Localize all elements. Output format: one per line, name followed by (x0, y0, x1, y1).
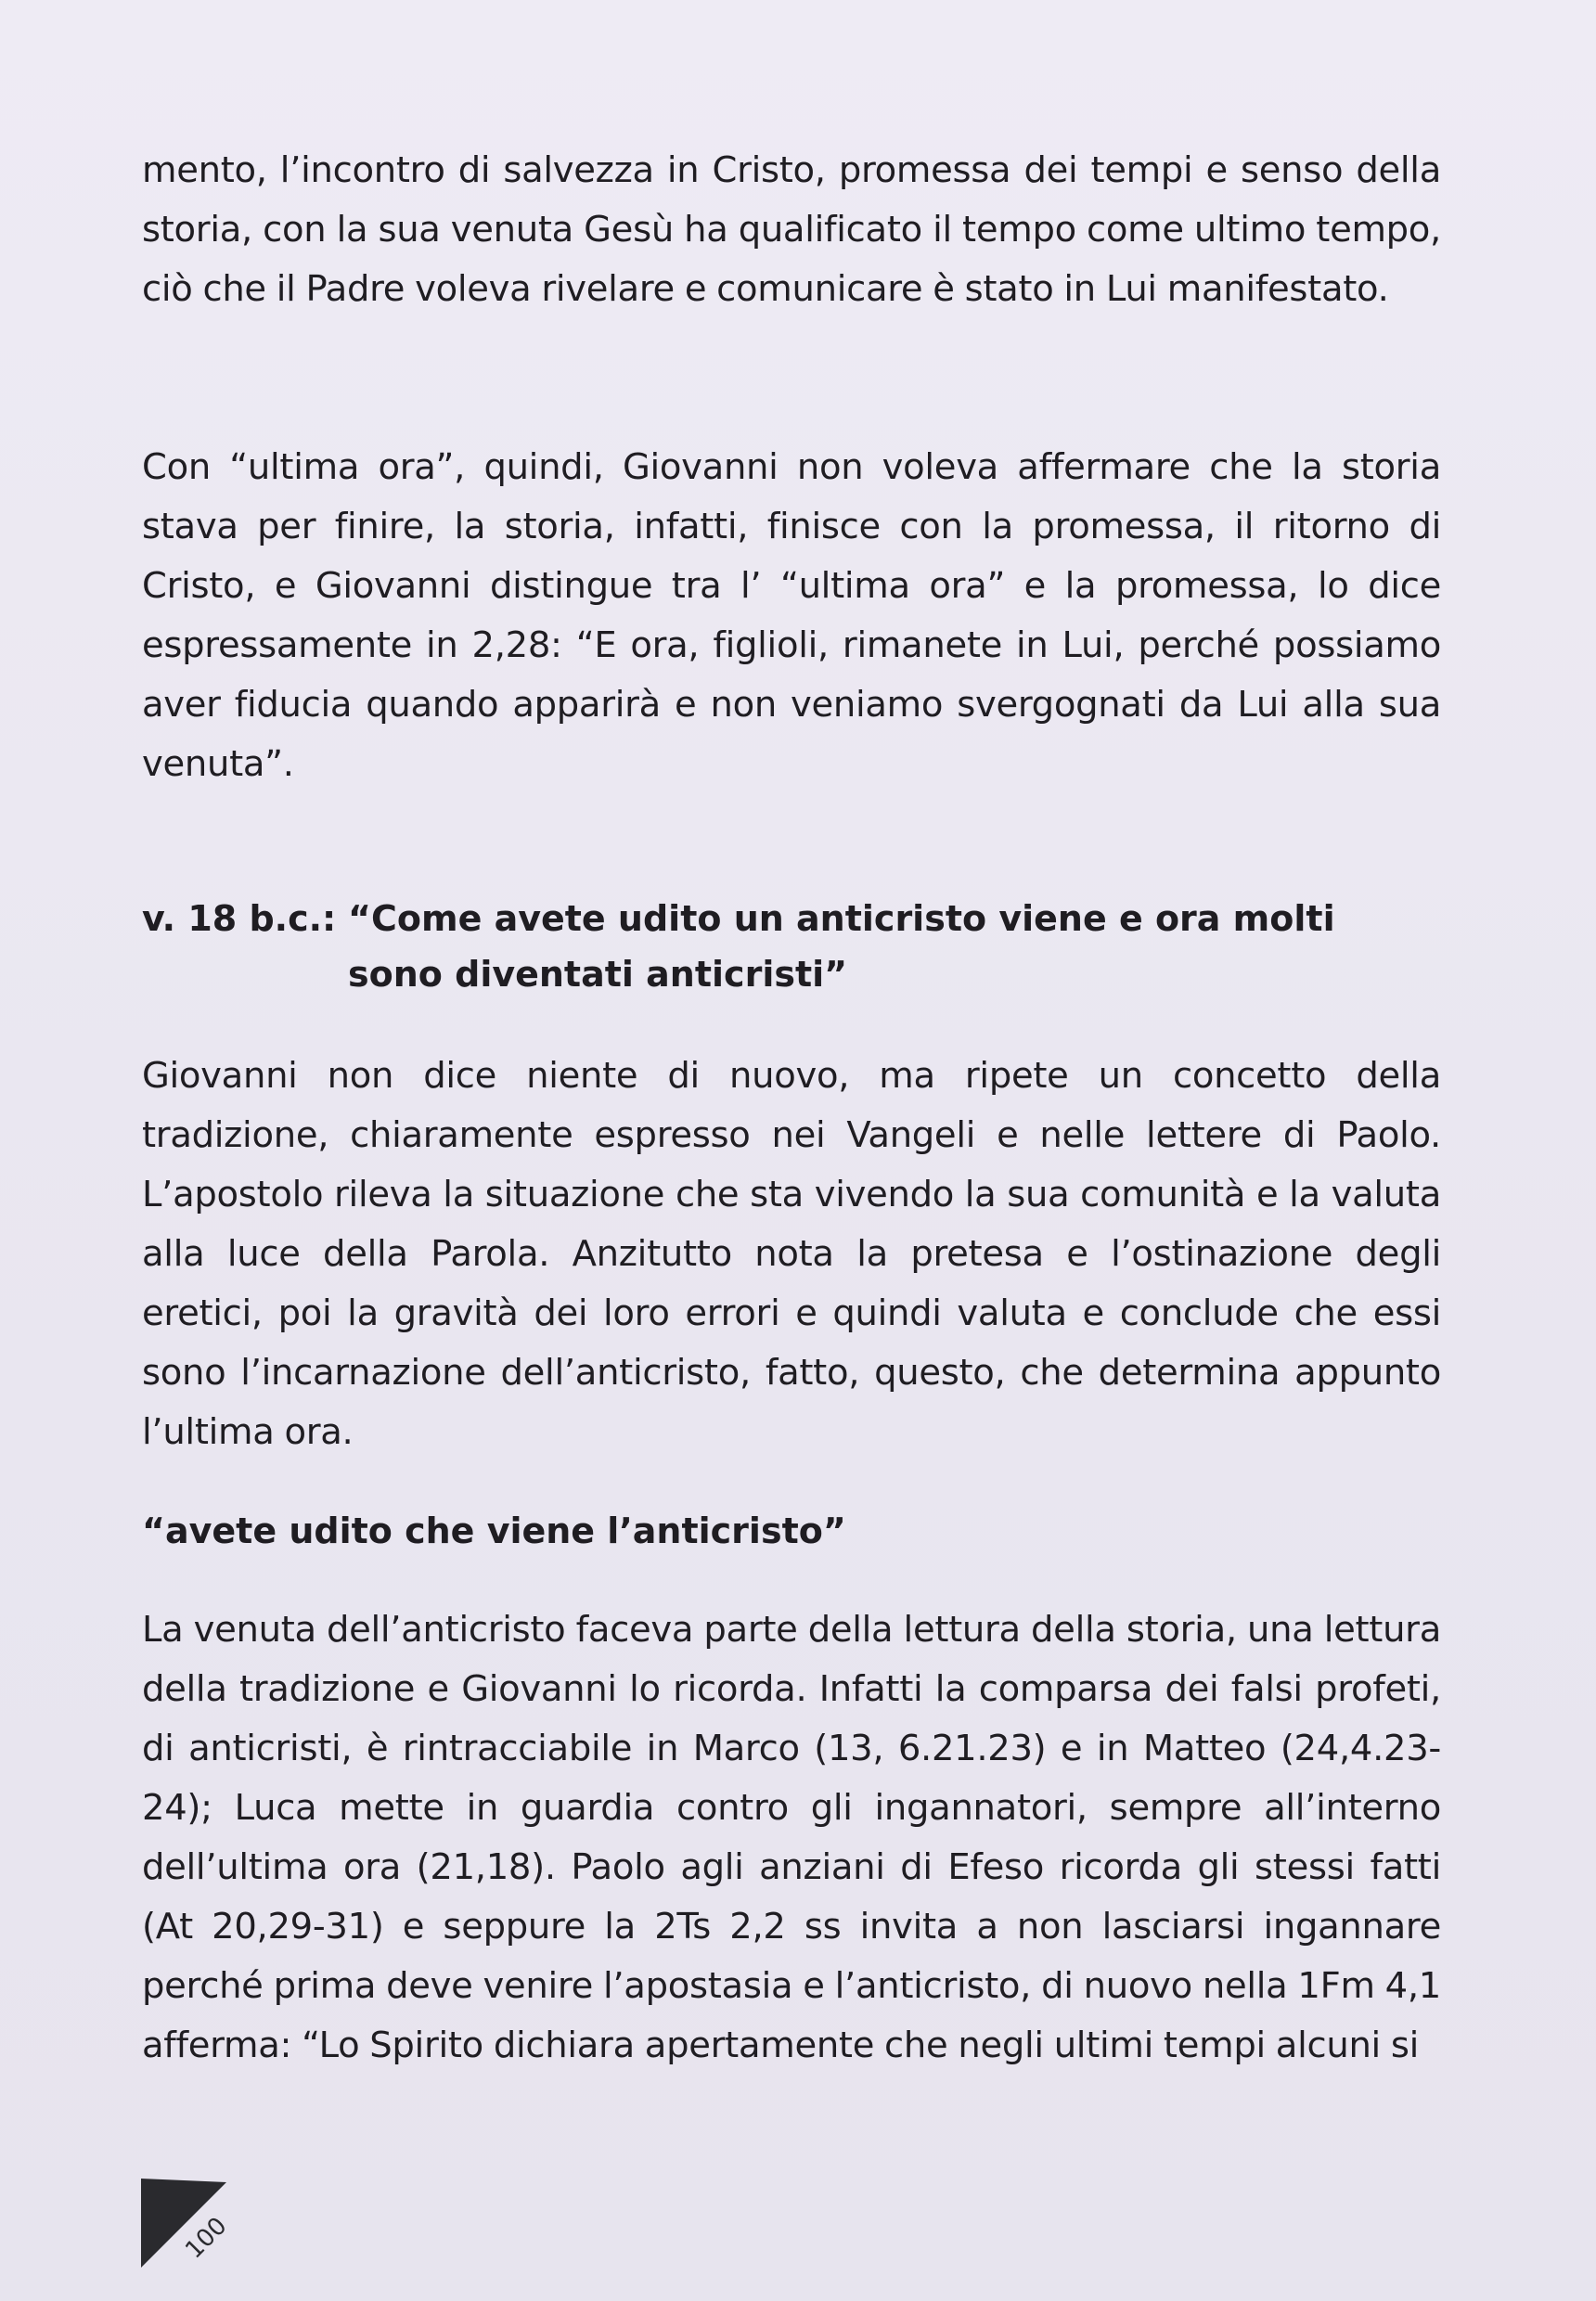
paragraph-4: La venuta dell’anticristo faceva parte della lettura della storia, una lettura della tradizione e Giovanni lo ricorda. Infatti la comparsa dei falsi profeti, di anticristi, è rintracciabile in Marco (13, 6.21.23) e in Matteo (24,4.23-24); Luca mette in guardia contro gli ingannatori, sempre all’interno dell’ultima ora (21,18). Paolo agli anziani di Efeso ricorda gli stessi fatti (At 20,29-31) e seppure la 2Ts 2,2 ss invita a non lasciarsi ingannare perché prima deve venire l’apostasia e l’anticristo, di nuovo nella 1Fm 4,1 afferma: “Lo Spirito dichiara apertamente che negli ultimi tempi alcuni si (142, 1609, 1441, 2066)
verse-quote-line-1: “Come avete udito un anticristo viene e ora molti (348, 898, 1335, 939)
paragraph-2: Con “ultima ora”, quindi, Giovanni non voleva affermare che la storia stava per finire, la storia, infatti, finisce con la promessa, il ritorno di Cristo, e Giovanni distingue tra l’ “ultima ora” e la promessa, lo dice espressamente in 2,28: “E ora, figlioli, rimanete in Lui, perché possiamo aver fiducia quando apparirà e non veniamo svergognati da Lui alla sua venuta”. (142, 446, 1441, 785)
verse-quote-line-2: sono diventati anticristi” (348, 954, 848, 995)
page-number-marker (137, 2171, 239, 2273)
page-number: 100 (180, 2212, 233, 2265)
paragraph-1: mento, l’incontro di salvezza in Cristo, promessa dei tempi e senso della storia, con la sua venuta Gesù ha qualificato il tempo come ultimo tempo, ciò che il Padre voleva rivelare e comunicare è stato in Lui manifestato. (142, 149, 1441, 310)
paragraph-3: Giovanni non dice niente di nuovo, ma ripete un concetto della tradizione, chiaramente espresso nei Vangeli e nelle lettere di Paolo. L’apostolo rileva la situazione che sta vivendo la sua comunità e la valuta alla luce della Parola. Anzitutto nota la pretesa e l’ostinazione degli eretici, poi la gravità dei loro errori e quindi valuta e conclude che essi sono l’incarnazione dell’anticristo, fatto, questo, che determina appunto l’ultima ora. (142, 1055, 1441, 1453)
verse-quote (348, 891, 1443, 1002)
verse-reference: v. 18 b.c.: (142, 898, 337, 939)
section-heading: “avete udito che viene l’anticristo” (142, 1510, 846, 1551)
